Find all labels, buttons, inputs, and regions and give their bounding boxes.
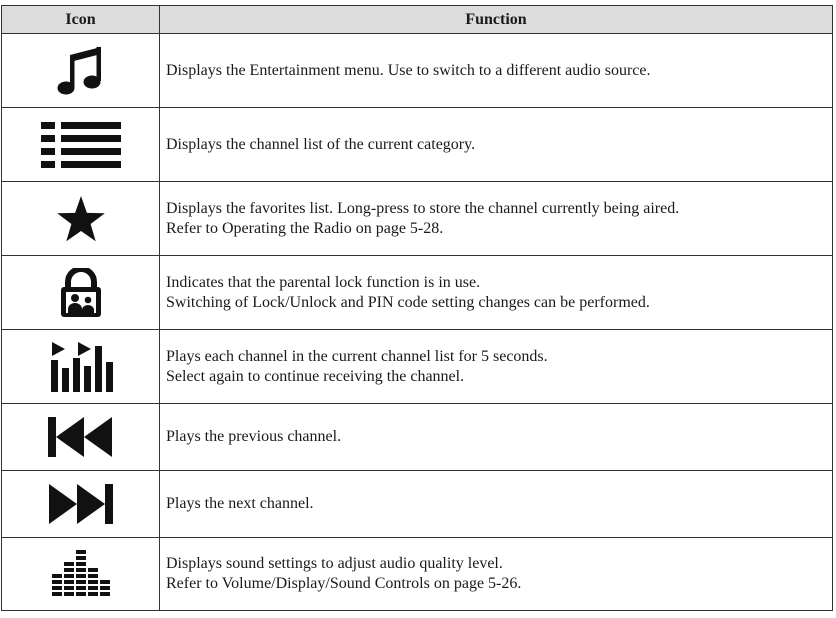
row-text-line: Refer to Volume/Display/Sound Controls on page 5-26. <box>166 575 522 592</box>
next-track-icon <box>49 484 113 524</box>
row-text-line: Plays each channel in the current channel list for 5 seconds. <box>166 347 548 365</box>
row-text-line: Switching of Lock/Unlock and PIN code setting changes can be performed. <box>166 293 650 311</box>
row-text-line: Plays the previous channel. <box>166 428 342 445</box>
table-row <box>2 471 833 538</box>
sound-settings-icon <box>52 550 110 598</box>
row-text-line: Displays the favorites list. Long-press to store the channel currently being aired. <box>166 199 680 217</box>
row-text-line: Indicates that the parental lock function is in use. <box>166 273 481 291</box>
table-row <box>2 538 833 611</box>
table-header-row <box>2 6 833 34</box>
table-row <box>2 330 833 404</box>
row-text-line: Displays sound settings to adjust audio quality level. <box>166 555 503 572</box>
table-row <box>2 404 833 471</box>
row-text-line: Select again to continue receiving the channel. <box>166 367 465 385</box>
previous-track-icon <box>48 417 114 457</box>
star-icon <box>56 195 106 243</box>
table-row <box>2 108 833 182</box>
icon-function-table <box>1 5 833 611</box>
table-row <box>2 256 833 330</box>
header-icon: Icon <box>2 6 160 34</box>
row-text-line: Plays the next channel. <box>166 495 314 512</box>
table-row <box>2 182 833 256</box>
row-text-line: Refer to Operating the Radio on page 5-28. <box>166 219 444 237</box>
header-function: Function <box>160 6 833 34</box>
music-note-icon <box>57 45 105 97</box>
row-text-line: Displays the channel list of the current category. <box>166 135 476 153</box>
table-row <box>2 34 833 108</box>
scan-icon <box>49 342 113 392</box>
parental-lock-icon <box>57 268 105 318</box>
row-text-line: Displays the Entertainment menu. Use to switch to a different audio source. <box>166 61 651 79</box>
list-icon <box>41 122 121 168</box>
